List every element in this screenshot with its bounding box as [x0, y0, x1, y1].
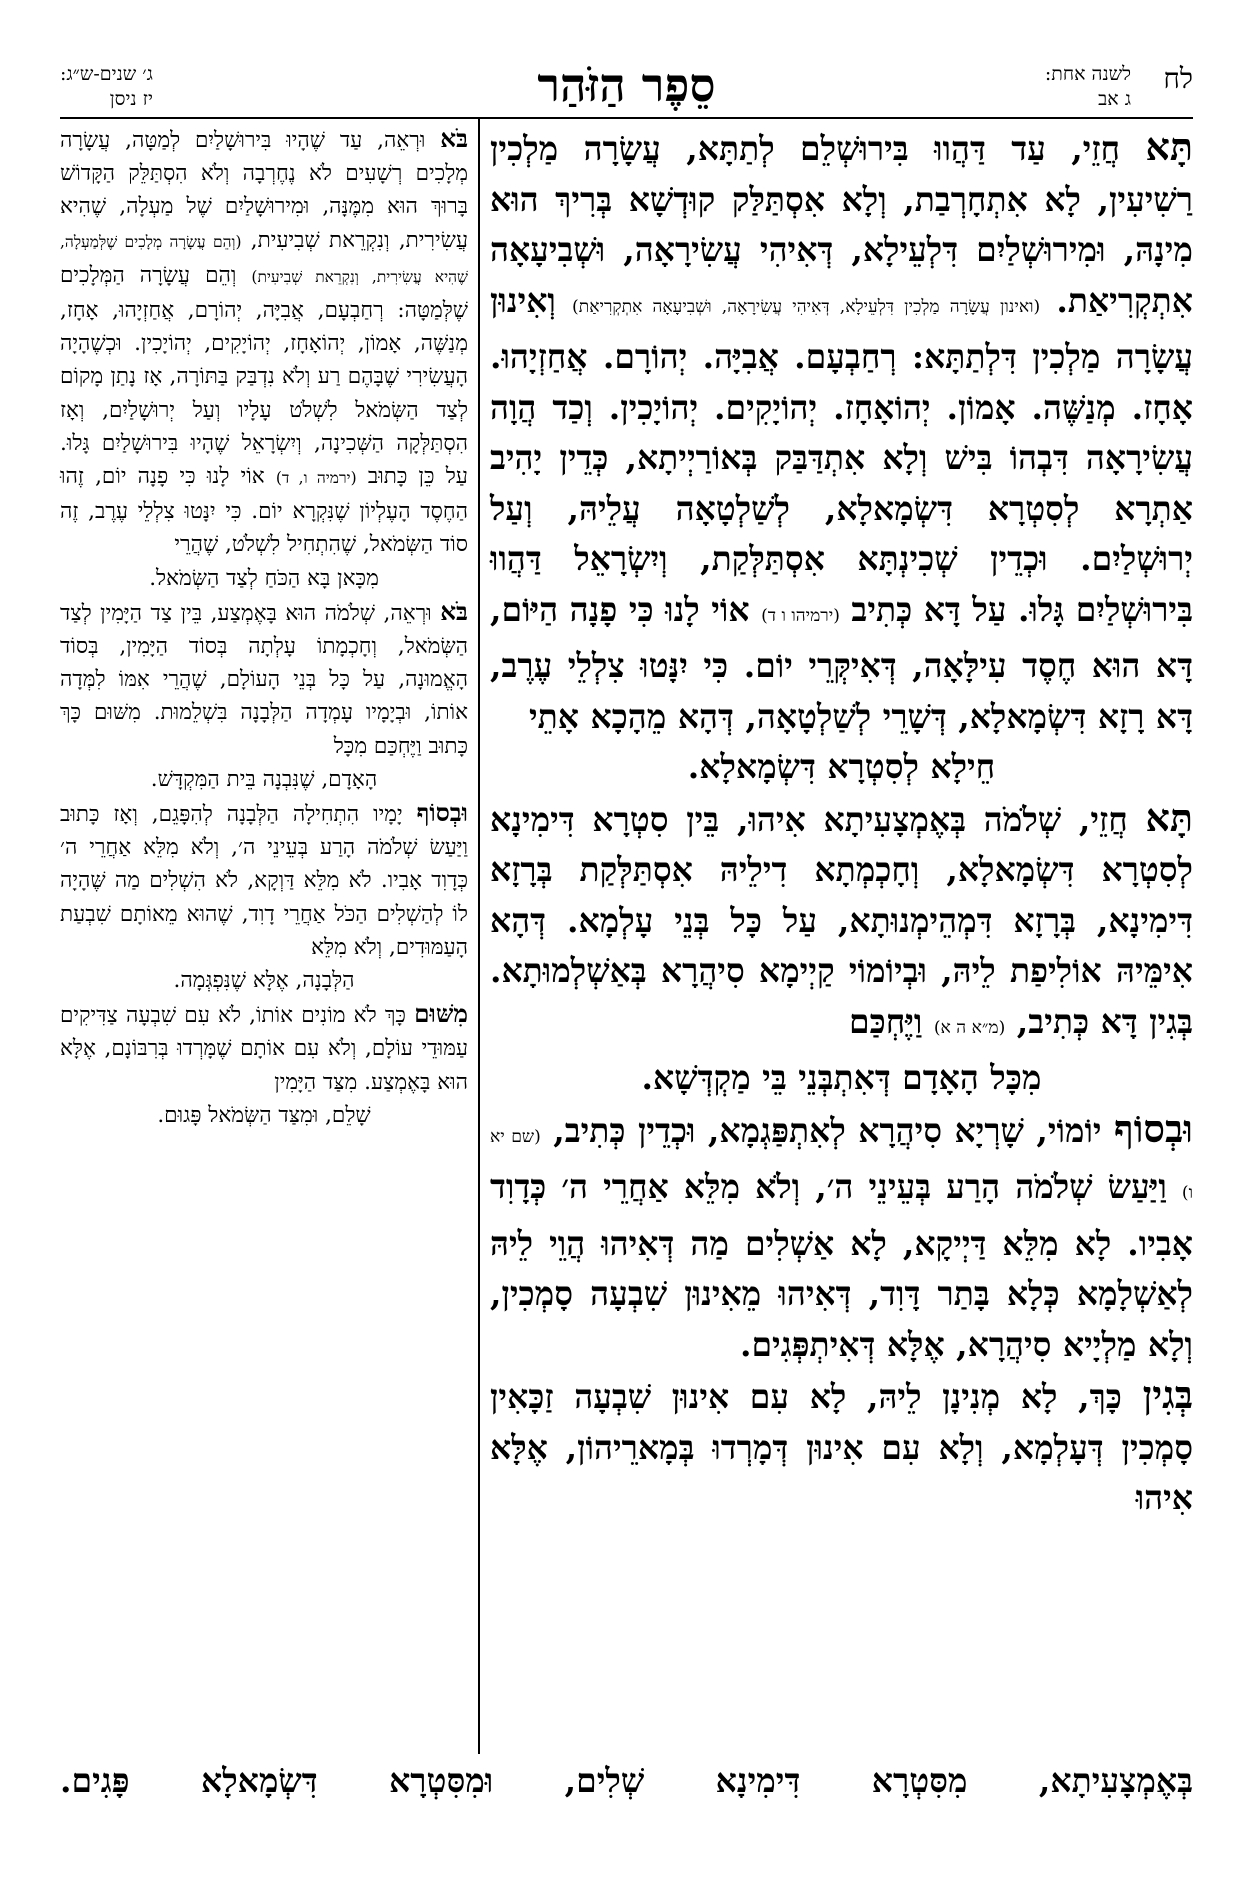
- aramaic-text: כָּךְ, לָא מְנִינָן לֵיהּ, לָא עִם אִינוּן שִׁבְעָה זַכָּאִין סָמְכִין דְּעָלְמָא, וְלָא עִם אִינוּן דְּמָרְדוּ בְּמָארֵיהוֹן, אֶלָּא אִיהוּ: [490, 1377, 1193, 1517]
- aramaic-column: [490, 122, 1193, 1524]
- paragraph-opener: תָּא: [1145, 794, 1193, 840]
- hebrew-text: כָּךְ לֹא מוֹנִים אוֹתוֹ, לֹא עִם שִׁבְעָה צַדִּיקִים עַמּוּדֵי עוֹלָם, וְלֹא עִם אוֹתָם שֶׁמָּרְדוּ בְּרִבּוֹנָם, אֶלָּא הוּא בָּאֶמְצַע. מִצַּד הַיָּמִין: [60, 1003, 468, 1095]
- header-left-line1: ג׳ שנים-ש״ג:: [60, 63, 153, 85]
- hebrew-text: וּרְאֵה, שְׁלֹמֹה הוּא בָּאֶמְצַע, בֵּין צַד הַיָּמִין לְצַד הַשְּׂמֹאל, וְחָכְמָתוֹ עָלְתָה בְּסוֹד הַיָּמִין, בְּסוֹד הָאֱמוּנָה, עַל כָּל בְּנֵי הָעוֹלָם, שֶׁהֲרֵי אִמּוֹ לִמְּדָה אוֹתוֹ, וּבְיָמָיו עָמְדָה הַלְּבָנָה בִּשְׁלֵמוּת. מִשּׁוּם כָּךְ כָּתוּב וַיֶּחְכַּם מִכָּל: [60, 600, 468, 759]
- aramaic-paragraph: [490, 122, 1193, 742]
- header-right-line1: לשנה אחת:: [1044, 63, 1131, 85]
- aramaic-paragraph: [490, 1370, 1193, 1524]
- verse-reference: (ירמיהו ו ד): [761, 605, 840, 626]
- header-rule: [60, 117, 1193, 119]
- hebrew-paragraph: [60, 997, 468, 1099]
- hebrew-text: וְהֵם עֲשָׂרָה הַמְּלָכִים שֶׁלְּמַטָּה: רְחַבְעָם, אֲבִיָּה, יְהוֹרָם, אֲחַזְיָהוּ, אָחָז, מְנַשֶּׁה, אָמוֹן, יְהוֹאָחָז, יְהוֹיָקִים, יְהוֹיָכִין. וּכְשֶׁהָיָה הָעֲשִׂירִי שֶׁבָּהֶם רַע וְלֹא נִדְבַּק בַּתּוֹרָה, אָז נָתַן מָקוֹם לְצַד הַשְּׂמֹאל לִשְׁלֹט עָלָיו וְעַל יְרוּשָׁלַיִם, וְאָז הִסְתַּלְּקָה הַשְּׁכִינָה, וְיִשְׂרָאֵל שֶׁהָיוּ בִּירוּשָׁלַיִם גָּלוּ. עַל כֵּן כָּתוּב: [60, 262, 468, 490]
- aramaic-paragraph-end: מִכָּל הָאָדָם דְּאִתְבְּנֵי בֵּי מַקְדְּשָׁא.: [641, 1058, 1042, 1097]
- hebrew-paragraph-end: שָׁלֵם, וּמִצַּד הַשְּׂמֹאל פָּגוּם.: [157, 1102, 371, 1128]
- aramaic-text: וַיֶּחְכַּם: [848, 1001, 923, 1041]
- paragraph-opener: בֹּא: [440, 596, 468, 626]
- paragraph-opener: בֹּא: [440, 124, 468, 153]
- hebrew-column: [60, 122, 468, 1132]
- header-right-line2: ג אב: [1098, 88, 1131, 110]
- hebrew-paragraph: [60, 122, 468, 562]
- final-full-width-line: בְּאֶמְצָעִיתָא, מִסִּטְרָא דִּימִינָא שְׁלִים, וּמִסִּטְרָא דִּשְׂמָאלָא פָּגִים.: [60, 1761, 1193, 1800]
- hebrew-paragraph-end: מִכָּאן בָּא הַכֹּחַ לְצַד הַשְּׂמֹאל.: [149, 565, 379, 591]
- aramaic-text: חֲזֵי, שְׁלֹמֹה בְּאֶמְצָעִיתָא אִיהוּ, בֵּין סִטְרָא דִּימִינָא לְסִטְרָא דִּשְׂמָאלָא, וְחָכְמְתָא דִילֵיהּ אִסְתַּלְּקַת בְּרָזָא דִּימִינָא, בְּרָזָא דִּמְהֵימְנוּתָא, עַל כָּל בְּנֵי עָלְמָא. דְּהָא אִימֵּיהּ אוֹלִיפַת לֵיהּ, וּבְיוֹמוֹי קַיְימָא סִיהֲרָא בְּאַשְׁלְמוּתָא. בְּגִין דָּא כְּתִיב,: [490, 799, 1193, 1041]
- aramaic-text: יוֹמוֹי, שָׁרְיָא סִיהֲרָא לְאִתְפַּגְמָא, וּכְדֵין כְּתִיב,: [553, 1110, 1102, 1150]
- hebrew-paragraph-end: הָאָדָם, שֶׁנִּבְנָה בֵּית הַמִּקְדָּשׁ.: [150, 766, 378, 792]
- header-left-line2: יז ניסן: [109, 88, 153, 110]
- paragraph-opener: וּבְסוֹף: [416, 798, 468, 828]
- paragraph-opener: תָּא: [1145, 124, 1193, 169]
- aramaic-paragraph-end: חֵילָא לְסִטְרָא דִּשְׂמָאלָא.: [687, 747, 996, 786]
- verse-reference: (שם יא ו): [490, 1126, 1193, 1203]
- bracket-note: (וְהֵם עֲשָׂרָה מְלָכִים שֶׁלְּמַעְלָה, שֶׁהִיא עֲשִׂירִית, וְנִקְרֵאת שְׁבִיעִית): [60, 232, 468, 286]
- hebrew-text: אוֹי לָנוּ כִּי פָנָה יוֹם, זֶהוּ הַחֶסֶד הָעֶלְיוֹן שֶׁנִּקְרָא יוֹם. כִּי יִנָּטוּ צִלְלֵי עֶרֶב, זֶה סוֹד הַשְּׂמֹאל, שֶׁהִתְחִיל לִשְׁלֹט, שֶׁהֲרֵי: [60, 464, 468, 558]
- page-number: לח: [1163, 62, 1193, 95]
- hebrew-text: וּרְאֵה, עַד שֶׁהָיוּ בִּירוּשָׁלַיִם לְמַטָּה, עֲשָׂרָה מְלָכִים רְשָׁעִים לֹא נֶחֶרְבָה וְלֹא הִסְתַּלֵּק הַקָּדוֹשׁ בָּרוּךְ הוּא מִמֶּנָּה, וּמִירוּשָׁלַיִם שֶׁל מַעְלָה, שֶׁהִיא עֲשִׂירִית, וְנִקְרֵאת שְׁבִיעִית,: [60, 128, 468, 253]
- book-title: סֵפֶר הַזֹּהַר: [537, 58, 716, 112]
- bracket-note: (ואינון עֲשָׂרָה מַלְכִין דִּלְעֵילָא, דְּאִיהִי עֲשִׂירָאָה, וּשְׁבִיעָאָה אִתְקְרִיאַת): [572, 296, 1041, 317]
- aramaic-text: וַיַּעַשׂ שְׁלֹמֹה הָרַע בְּעֵינֵי ה׳, וְלֹא מִלֵּא אַחֲרֵי ה׳ כְּדָוִד אָבִיו. לָא מִלֵּא דַּיְיקָא, לָא אַשְׁלִים מַה דְּאִיהוּ הֲוֵי לֵיהּ לְאַשְׁלָמָא כְּלָא בָּתַר דָּוִד, דְּאִיהוּ מֵאִינוּן שִׁבְעָה סָמְכִין, וְלָא מַלְיָיא סִיהֲרָא, אֶלָּא דְּאִיתְפְּגִים.: [490, 1167, 1193, 1364]
- verse-reference: (מ״א ה א): [933, 1017, 1006, 1038]
- column-divider: [478, 119, 480, 1754]
- verse-reference: (ירמיה ו, ד): [275, 469, 357, 488]
- hebrew-paragraph: [60, 796, 468, 964]
- paragraph-opener: מִשּׁוּם: [414, 999, 468, 1029]
- aramaic-paragraph: [490, 793, 1193, 1054]
- header-left-info: [60, 62, 153, 112]
- paragraph-opener: וּבְסוֹף: [1114, 1105, 1193, 1151]
- hebrew-paragraph: [60, 595, 468, 763]
- aramaic-text: אוֹי לָנוּ כִּי פָנָה הַיּוֹם, דָּא הוּא חֶסֶד עִילָּאָה, דְּאִיקְּרֵי יוֹם. כִּי יִנָּטוּ צִלְלֵי עֶרֶב, דָּא רָזָא דִּשְׂמָאלָא, דְּשָׁרֵי לְשַׁלְטָאָה, דְּהָא מֵהָכָא אָתֵי: [490, 589, 1193, 736]
- aramaic-text: וְאִינוּן עֲשָׂרָה מַלְכִין דִּלְתַתָּא: רְחַבְעָם. אֲבִיָּה. יְהוֹרָם. אֲחַזְיָהוּ. אָחָז. מְנַשֶּׁה. אָמוֹן. יְהוֹאָחָז. יְהוֹיָקִים. יְהוֹיָכִין. וְכַד הֲוָה עֲשִׂירָאָה דִּבְהוֹ בִּישׁ וְלָא אִתְדַּבַּק בְּאוֹרַיְיתָא, כְּדֵין יָהִיב אַתְרָא לְסִטְרָא דִּשְׂמָאלָא, לְשַׁלְטָאָה עֲלֵיהּ, וְעַל יְרוּשְׁלַיִם. וּכְדֵין שְׁכִינְתָּא אִסְתַּלְּקַת, וְיִשְׂרָאֵל דַּהֲווּ בִּירוּשְׁלַיִם גָּלוּ. עַל דָּא כְּתִיב: [490, 280, 1193, 629]
- hebrew-text: יָמָיו הִתְחִילָה הַלְּבָנָה לְהִפָּגֵם, וְאָז כָּתוּב וַיַּעַשׂ שְׁלֹמֹה הָרַע בְּעֵינֵי ה׳, וְלֹא מִלֵּא אַחֲרֵי ה׳ כְּדָוִד אָבִיו. לֹא מִלֵּא דַּוְקָא, לֹא הִשְׁלִים מַה שֶּׁהָיָה לוֹ לְהַשְׁלִים הַכֹּל אַחֲרֵי דָוִד, שֶׁהוּא מֵאוֹתָם שִׁבְעַת הָעַמּוּדִים, וְלֹא מִלֵּא: [60, 802, 468, 960]
- aramaic-paragraph: [490, 1104, 1193, 1371]
- paragraph-opener: בְּגִין: [1142, 1372, 1193, 1417]
- aramaic-text: חֲזֵי, עַד דַּהֲווּ בִּירוּשְׁלֵם לְתַתָּא, עֲשָׂרָה מַלְכִין רַשִׁיעִין, לָא אִתְחָרְבַת, וְלָא אִסְתַּלַּק קוּדְשָׁא בְּרִיךְ הוּא מִינָהּ, וּמִירוּשְׁלַיִם דִּלְעֵילָא, דְּאִיהִי עֲשִׂירָאָה, וּשְׁבִיעָאָה אִתְקְרִיאַת.: [490, 129, 1193, 320]
- hebrew-paragraph-end: הַלְּבָנָה, אֶלָּא שֶׁנִּפְגְּמָה.: [173, 968, 355, 994]
